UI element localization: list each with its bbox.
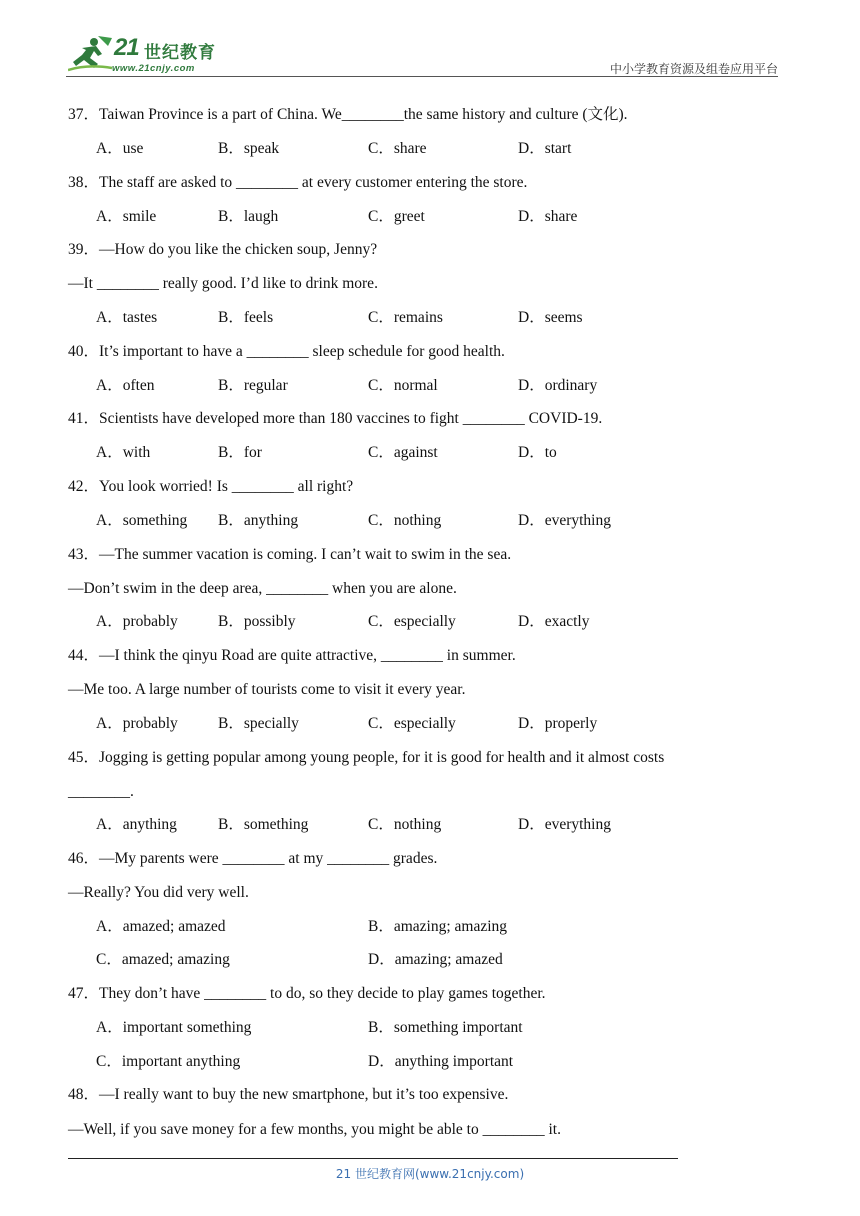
option-c: C．against [368,444,438,461]
question-dialogue-line: —Don’t swim in the deep area, ________ when you are alone. [68,580,457,597]
option-c: C．greet [368,208,425,225]
question-dialogue-line: —It ________ really good. I’d like to drink more. [68,275,378,292]
option-d: D．to [518,444,557,461]
page-footer: 21 世纪教育网(www.21cnjy.com) [335,1167,525,1181]
option-b: B．anything [218,512,299,529]
option-b: B．regular [218,377,288,394]
runner-logo-icon [68,34,114,74]
option-a: A．probably [96,715,178,732]
option-a: A．with [96,444,151,461]
question-text: 40．It’s important to have a ________ sleep schedule for good health. [68,343,505,360]
question-text-continued: ________. [68,783,134,800]
option-a: A．important something [96,1019,252,1036]
question-text: 46．—My parents were ________ at my ________ grades. [68,850,438,867]
option-c: C．especially [368,613,456,630]
option-a: A．amazed; amazed [96,918,226,935]
question-dialogue-line: —Well, if you save money for a few months, you might be able to ________ it. [68,1121,561,1138]
logo-number: 21 [114,34,139,61]
option-b: B．specially [218,715,299,732]
brand-logo [66,30,236,76]
option-b: B．something [218,816,309,833]
option-c: C．important anything [96,1053,241,1070]
option-b: B．feels [218,309,274,326]
question-text: 43．—The summer vacation is coming. I can’t wait to swim in the sea. [68,546,512,563]
option-c: C．nothing [368,816,442,833]
question-dialogue-line: —Really? You did very well. [68,884,249,901]
question-text: 47．They don’t have ________ to do, so they decide to play games together. [68,985,546,1002]
question-text: 39．—How do you like the chicken soup, Jenny? [68,241,378,258]
option-d: D．properly [518,715,598,732]
option-a: A．something [96,512,188,529]
option-a: A．use [96,140,144,157]
option-b: B．speak [218,140,280,157]
platform-title: 中小学教育资源及组卷应用平台 [609,62,778,76]
question-text: 42．You look worried! Is ________ all right? [68,478,354,495]
option-a: A．probably [96,613,178,630]
option-b: B．something important [368,1019,523,1036]
option-c: C．amazed; amazing [96,951,230,968]
question-dialogue-line: —Me too. A large number of tourists come to visit it every year. [68,681,466,698]
option-b: B．amazing; amazing [368,918,508,935]
question-text: 37．Taiwan Province is a part of China. We________the same history and culture (文化). [68,106,628,123]
option-b: B．laugh [218,208,279,225]
option-a: A．tastes [96,309,158,326]
option-d: D．seems [518,309,583,326]
question-text: 45．Jogging is getting popular among young people, for it is good for health and it almost costs [68,749,665,766]
question-text: 48．—I really want to buy the new smartphone, but it’s too expensive. [68,1086,509,1103]
option-b: B．for [218,444,262,461]
option-a: A．smile [96,208,157,225]
option-d: D．ordinary [518,377,598,394]
header-divider [66,76,778,77]
footer-divider [68,1158,678,1159]
option-c: C．especially [368,715,456,732]
logo-url: www.21cnjy.com [112,63,195,74]
option-c: C．nothing [368,512,442,529]
option-d: D．everything [518,512,611,529]
option-c: C．share [368,140,427,157]
option-a: A．anything [96,816,177,833]
option-d: D．start [518,140,572,157]
question-text: 41．Scientists have developed more than 180 vaccines to fight ________ COVID-19. [68,410,603,427]
option-c: C．remains [368,309,443,326]
option-d: D．share [518,208,578,225]
option-c: C．normal [368,377,438,394]
option-d: D．exactly [518,613,590,630]
page-header [66,30,778,78]
option-d: D．everything [518,816,611,833]
option-a: A．often [96,377,155,394]
option-d: D．amazing; amazed [368,951,503,968]
logo-name: 世纪教育 [144,43,216,63]
question-text: 38．The staff are asked to ________ at every customer entering the store. [68,174,528,191]
question-text: 44．—I think the qinyu Road are quite attractive, ________ in summer. [68,647,516,664]
option-b: B．possibly [218,613,296,630]
option-d: D．anything important [368,1053,514,1070]
